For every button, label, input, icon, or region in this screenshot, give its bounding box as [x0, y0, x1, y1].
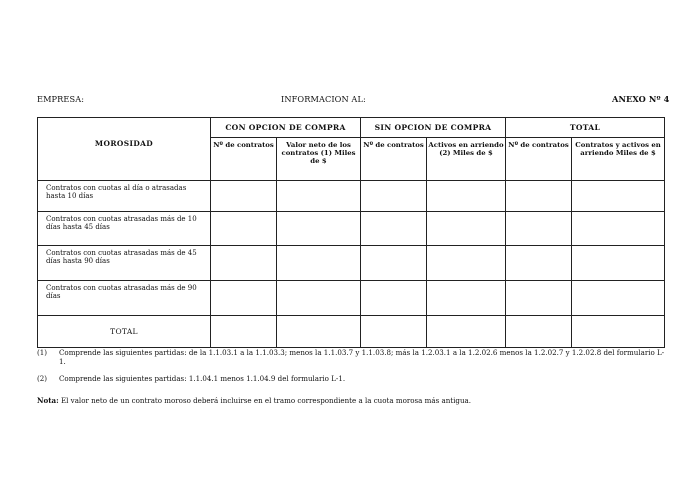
- total-label: TOTAL: [38, 316, 211, 348]
- table-cell[interactable]: [361, 246, 427, 281]
- table-cell[interactable]: [427, 246, 506, 281]
- col-header-sin-contratos: Nº de contratos: [361, 138, 427, 181]
- footnote-1-number: (1): [37, 348, 48, 357]
- annex-number: ANEXO Nº 4: [612, 94, 670, 104]
- table-cell[interactable]: [361, 181, 427, 212]
- table-cell[interactable]: [506, 281, 572, 316]
- delinquency-table: [37, 117, 665, 348]
- group-header-total: TOTAL: [506, 118, 665, 138]
- table-cell[interactable]: [427, 181, 506, 212]
- table-cell[interactable]: [572, 316, 665, 348]
- table-cell[interactable]: [361, 212, 427, 246]
- table-cell[interactable]: [506, 181, 572, 212]
- table-row: [38, 212, 665, 246]
- row-label: Contratos con cuotas atrasadas más de 10 días hasta 45 días: [38, 212, 211, 246]
- table-cell[interactable]: [277, 181, 361, 212]
- footnote-2: [37, 375, 667, 384]
- group-header-con-opcion: CON OPCION DE COMPRA: [211, 118, 361, 138]
- table-cell[interactable]: [427, 316, 506, 348]
- row-label: Contratos con cuotas atrasadas más de 90 días: [38, 281, 211, 316]
- table-cell[interactable]: [572, 212, 665, 246]
- table-cell[interactable]: [572, 281, 665, 316]
- company-label: EMPRESA:: [37, 94, 85, 104]
- table-cell[interactable]: [211, 281, 277, 316]
- total-row: [38, 316, 665, 348]
- col-header-con-valor: Valor neto de los contratos (1) Miles de $: [277, 138, 361, 181]
- table-cell[interactable]: [277, 281, 361, 316]
- group-header-row: [38, 118, 665, 138]
- table-cell[interactable]: [277, 316, 361, 348]
- nota-label: Nota:: [37, 396, 59, 405]
- footnote-2-text: Comprende las siguientes partidas: 1.1.04.1 menos 1.1.04.9 del formulario L-1.: [59, 374, 346, 383]
- col-header-sin-activos: Activos en arriendo (2) Miles de $: [427, 138, 506, 181]
- table-row: [38, 246, 665, 281]
- table-cell[interactable]: [572, 246, 665, 281]
- col-header-total-valor: Contratos y activos en arriendo Miles de $: [572, 138, 665, 181]
- footnote-2-number: (2): [37, 374, 48, 383]
- table-cell[interactable]: [211, 316, 277, 348]
- row-label: Contratos con cuotas al día o atrasadas hasta 10 días: [38, 181, 211, 212]
- table-row: [38, 281, 665, 316]
- col-header-total-contratos: Nº de contratos: [506, 138, 572, 181]
- table-cell[interactable]: [506, 246, 572, 281]
- table-cell[interactable]: [506, 212, 572, 246]
- group-header-sin-opcion: SIN OPCION DE COMPRA: [361, 118, 506, 138]
- table-cell[interactable]: [427, 281, 506, 316]
- nota: [37, 397, 667, 406]
- information-date-label: INFORMACION AL:: [281, 94, 366, 104]
- table-cell[interactable]: [361, 316, 427, 348]
- table-cell[interactable]: [361, 281, 427, 316]
- col-header-con-contratos: Nº de contratos: [211, 138, 277, 181]
- table-cell[interactable]: [277, 212, 361, 246]
- row-label: Contratos con cuotas atrasadas más de 45 días hasta 90 días: [38, 246, 211, 281]
- footnote-1: [37, 349, 667, 366]
- table-cell[interactable]: [506, 316, 572, 348]
- table-cell[interactable]: [211, 246, 277, 281]
- nota-text: El valor neto de un contrato moroso deberá incluirse en el tramo correspondiente a la cuota morosa más antigua.: [60, 396, 471, 405]
- table-cell[interactable]: [211, 181, 277, 212]
- footnote-1-text: Comprende las siguientes partidas: de la 1.1.03.1 a la 1.1.03.3; menos la 1.1.03.7 y 1.1.03.8; más la 1.2.03.1 a la 1.2.02.6 menos la 1.2.02.7 y 1.2.02.8 del formulario L-1.: [59, 348, 665, 366]
- table-cell[interactable]: [427, 212, 506, 246]
- table-row: [38, 181, 665, 212]
- table-cell[interactable]: [211, 212, 277, 246]
- table-cell[interactable]: [277, 246, 361, 281]
- table-cell[interactable]: [572, 181, 665, 212]
- morosidad-header: MOROSIDAD: [38, 118, 211, 181]
